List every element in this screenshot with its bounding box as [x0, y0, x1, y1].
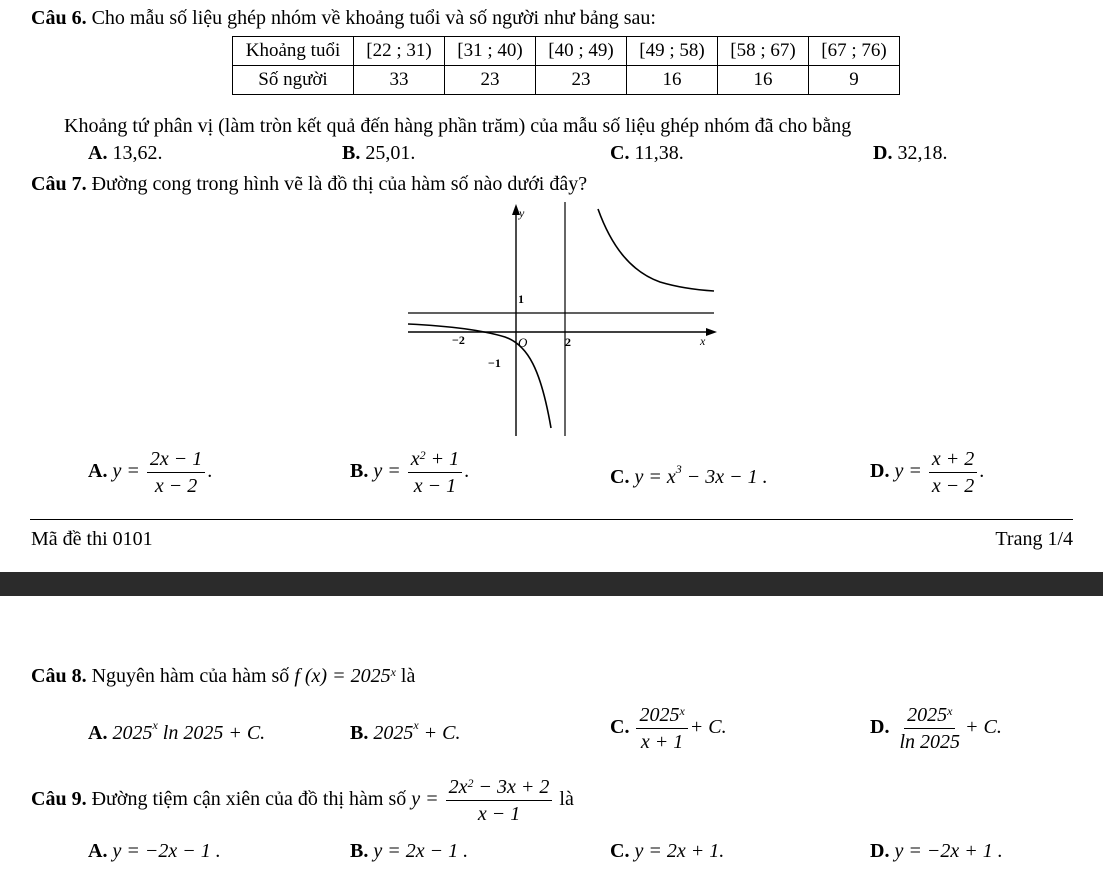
- option-label: D.: [870, 460, 890, 483]
- option-text: y = −2x + 1 .: [894, 840, 1003, 862]
- option-label: B.: [350, 840, 369, 862]
- option-text: y = −2x − 1 .: [112, 840, 221, 862]
- fraction-denominator: x − 2: [154, 475, 198, 497]
- option-text: 11,38.: [634, 142, 684, 164]
- fraction-numerator: [904, 704, 955, 729]
- q9-after: là: [559, 788, 574, 811]
- table-cell: [67 ; 76): [809, 37, 900, 66]
- option-text: y = 2x + 1.: [634, 840, 725, 862]
- q6-option-d[interactable]: [873, 142, 947, 165]
- numerator-exponent: x: [947, 704, 953, 718]
- option-exponent: x: [152, 718, 158, 732]
- fraction: [636, 704, 687, 753]
- tick-label-neg1: −1: [488, 356, 501, 370]
- q9-option-b[interactable]: [350, 840, 468, 863]
- fraction-denominator: x − 2: [931, 475, 975, 497]
- q8-stem: [31, 664, 415, 688]
- tick-label-2: 2: [565, 335, 571, 349]
- q6-text: Cho mẫu số liệu ghép nhóm về khoảng tuổi và số người như bảng sau:: [91, 7, 656, 29]
- footer-rule: [30, 519, 1073, 520]
- q9-text: Đường tiệm cận xiên của đồ thị hàm số: [91, 788, 407, 811]
- numerator-base: 2025: [907, 704, 948, 726]
- table-cell: [49 ; 58): [627, 37, 718, 66]
- numerator-b: − 3x + 2: [473, 776, 550, 798]
- fraction-numerator: 2x − 1: [147, 448, 205, 473]
- q9-option-a[interactable]: [88, 840, 221, 863]
- numerator-rest: + 1: [425, 448, 460, 470]
- option-label: D.: [870, 716, 890, 739]
- option-text: y = 2x − 1 .: [373, 840, 469, 862]
- table-cell: [58 ; 67): [718, 37, 809, 66]
- q6-number: Câu 6.: [31, 7, 87, 29]
- q8-number: Câu 8.: [31, 665, 87, 687]
- q9-number: Câu 9.: [31, 788, 87, 811]
- option-label: D.: [873, 142, 893, 164]
- option-rest: ln 2025 + C.: [157, 722, 266, 744]
- q9-lhs: y =: [411, 788, 439, 811]
- q6-option-b[interactable]: [342, 142, 415, 165]
- q8-function-exponent: x: [390, 665, 396, 679]
- tick-label-neg2: −2: [452, 333, 465, 347]
- q8-option-a[interactable]: [88, 718, 266, 745]
- fraction-denominator: x − 1: [477, 803, 521, 825]
- y-axis-label: y: [519, 206, 525, 220]
- q8-option-c[interactable]: [610, 704, 727, 753]
- table-row: [233, 37, 900, 66]
- numerator-base: 2025: [639, 704, 680, 726]
- option-label: B.: [350, 722, 369, 744]
- option-label: A.: [88, 460, 108, 483]
- option-label: D.: [870, 840, 890, 862]
- numerator-exponent: 2: [419, 448, 426, 462]
- q8-option-b[interactable]: [350, 718, 461, 745]
- q7-text: Đường cong trong hình vẽ là đồ thị của hàm số nào dưới đây?: [91, 173, 588, 195]
- option-post: − 3x − 1 .: [681, 466, 768, 488]
- fraction: [446, 776, 553, 825]
- q6-frequency-table: [232, 36, 900, 95]
- q8-function: f (x) = 2025: [294, 665, 391, 687]
- q9-option-c[interactable]: [610, 840, 724, 863]
- table-cell: [40 ; 49): [536, 37, 627, 66]
- curve-right-branch: [598, 209, 714, 291]
- option-lhs: y =: [894, 460, 922, 483]
- table-header-cell: Khoảng tuổi: [233, 37, 354, 66]
- q7-stem: [31, 172, 587, 196]
- curve-left-branch: [408, 324, 551, 428]
- option-text: 13,62.: [112, 142, 163, 164]
- q7-option-b[interactable]: [350, 448, 469, 497]
- fraction: [408, 448, 462, 497]
- exam-code: Mã đề thi 0101: [31, 528, 153, 550]
- fraction: [147, 448, 205, 497]
- option-tail: + C.: [689, 716, 727, 739]
- option-label: C.: [610, 466, 630, 488]
- q6-option-c[interactable]: [610, 142, 684, 165]
- table-cell: [31 ; 40): [445, 37, 536, 66]
- option-rest: + C.: [418, 722, 461, 744]
- table-cell: 23: [445, 66, 536, 95]
- option-pre: y = x: [634, 466, 676, 488]
- q8-after: là: [400, 665, 416, 687]
- page-divider: [0, 572, 1103, 596]
- fraction-denominator: x + 1: [640, 731, 684, 753]
- option-label: A.: [88, 722, 108, 744]
- numerator-a: 2x: [448, 776, 468, 798]
- q7-function-graph: [405, 198, 725, 440]
- x-axis-label: x: [700, 334, 706, 348]
- fraction-denominator: ln 2025: [899, 731, 961, 753]
- option-tail: .: [979, 460, 985, 483]
- q6-question: Khoảng tứ phân vị (làm tròn kết quả đến hàng phần trăm) của mẫu số liệu ghép nhóm đã cho bằng: [64, 115, 852, 137]
- option-tail: .: [464, 460, 470, 483]
- option-tail: .: [207, 460, 213, 483]
- numerator-base: x: [410, 448, 420, 470]
- option-lhs: y =: [373, 460, 401, 483]
- q6-stem: [31, 6, 656, 30]
- q6-option-a[interactable]: [88, 142, 162, 165]
- fraction-numerator: [408, 448, 462, 473]
- q9-option-d[interactable]: [870, 840, 1003, 863]
- table-cell: 9: [809, 66, 900, 95]
- fraction: [896, 704, 963, 753]
- option-label: C.: [610, 840, 630, 862]
- table-row: [233, 66, 900, 95]
- option-exponent: 3: [675, 462, 682, 476]
- option-label: A.: [88, 840, 108, 862]
- option-lhs: y =: [112, 460, 140, 483]
- option-text: 32,18.: [897, 142, 948, 164]
- option-label: B.: [350, 460, 369, 483]
- option-tail: + C.: [965, 716, 1002, 739]
- x-axis-arrow: [706, 328, 717, 336]
- tick-label-1: 1: [518, 292, 524, 306]
- option-label: B.: [342, 142, 361, 164]
- option-base: 2025: [373, 722, 414, 744]
- option-exponent: x: [413, 718, 419, 732]
- table-cell: 23: [536, 66, 627, 95]
- q9-stem: [31, 776, 574, 825]
- table-cell: 16: [627, 66, 718, 95]
- fraction-numerator: [636, 704, 687, 729]
- fraction: [929, 448, 977, 497]
- origin-label: O: [518, 335, 528, 350]
- table-cell: 33: [354, 66, 445, 95]
- q7-option-c[interactable]: [610, 462, 768, 489]
- option-label: C.: [610, 142, 630, 164]
- q8-text: Nguyên hàm của hàm số: [91, 665, 290, 687]
- option-label: C.: [610, 716, 630, 739]
- fraction-numerator: x + 2: [929, 448, 977, 473]
- numerator-exponent: x: [679, 704, 685, 718]
- numerator-exponent: 2: [467, 776, 474, 790]
- table-cell: [22 ; 31): [354, 37, 445, 66]
- option-base: 2025: [112, 722, 153, 744]
- fraction-numerator: [446, 776, 553, 801]
- q7-option-d[interactable]: [870, 448, 984, 497]
- page-number: Trang 1/4: [995, 528, 1073, 550]
- q7-number: Câu 7.: [31, 173, 87, 195]
- q8-option-d[interactable]: [870, 704, 1002, 753]
- q7-option-a[interactable]: [88, 448, 212, 497]
- table-header-cell: Số người: [233, 66, 354, 95]
- option-text: 25,01.: [365, 142, 416, 164]
- table-cell: 16: [718, 66, 809, 95]
- fraction-denominator: x − 1: [413, 475, 457, 497]
- option-label: A.: [88, 142, 108, 164]
